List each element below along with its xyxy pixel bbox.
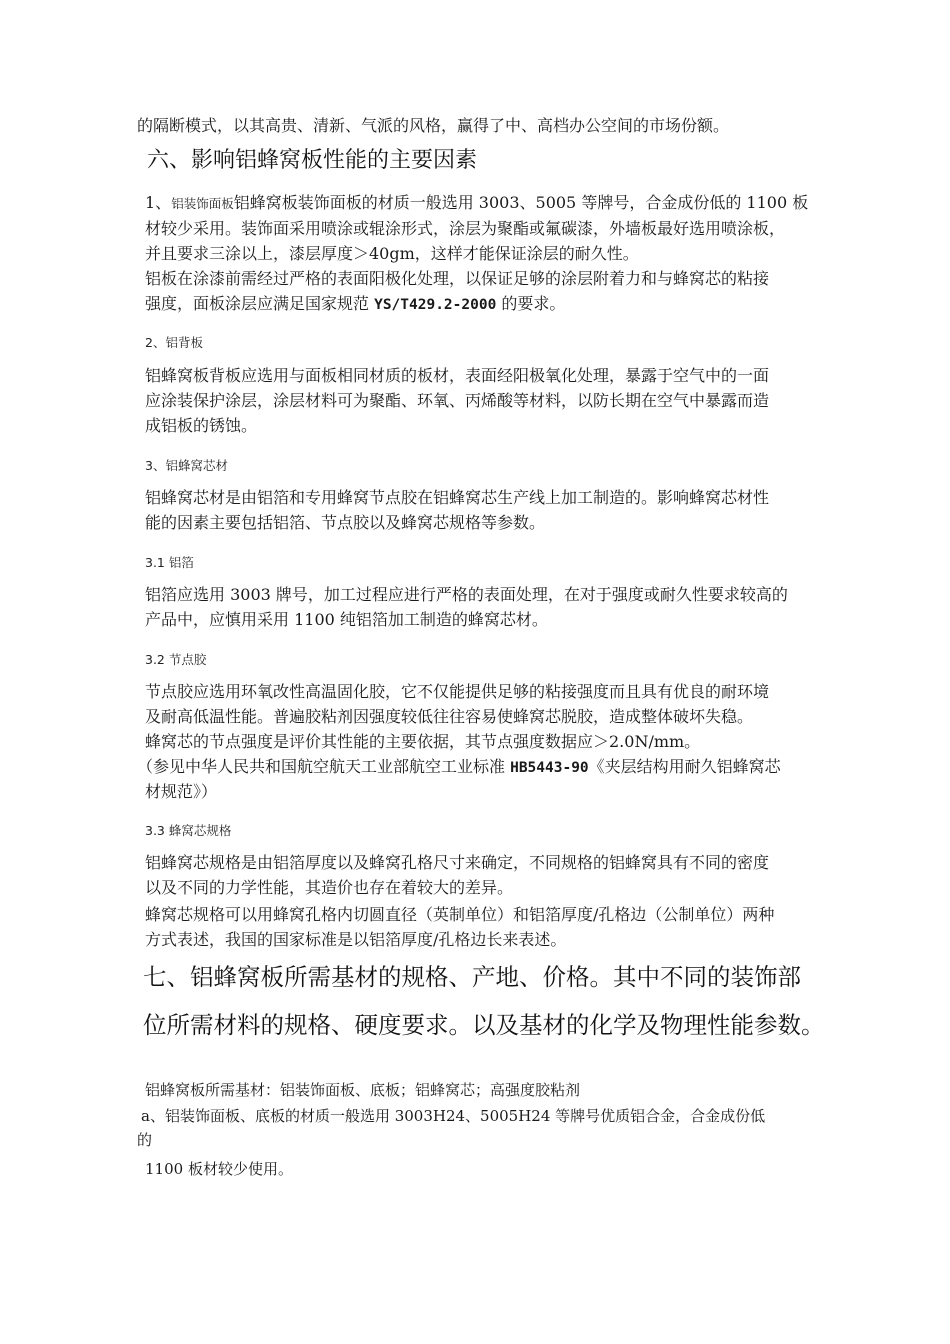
item-number: 1、 bbox=[145, 193, 172, 212]
paragraph-3-line-2: 能的因素主要包括铝箔、节点胶以及蜂窝芯规格等参数。 bbox=[145, 513, 546, 532]
paragraph-3-3-line-3: 蜂窝芯规格可以用蜂窝孔格内切圆直径（英制单位）和铝箔厚度/孔格边（公制单位）两种 bbox=[145, 905, 775, 924]
text: （参见中华人民共和国航空航天工业部航空工业标准 bbox=[137, 757, 511, 776]
paragraph-3-line-1: 铝蜂窝芯材是由铝箔和专用蜂窝节点胶在铝蜂窝芯生产线上加工制造的。影响蜂窝芯材性 bbox=[145, 488, 770, 507]
subheading-2: 2、铝背板 bbox=[145, 335, 203, 350]
intro-line: 的隔断模式，以其高贵、清新、气派的风格，赢得了中、高档办公空间的市场份额。 bbox=[137, 116, 730, 135]
subheading-3: 3、铝蜂窝芯材 bbox=[145, 458, 228, 473]
paragraph-3-3-line-1: 铝蜂窝芯规格是由铝箔厚度以及蜂窝孔格尺寸来确定，不同规格的铝蜂窝具有不同的密度 bbox=[145, 853, 770, 872]
paragraph-3-2-line-3: 蜂窝芯的节点强度是评价其性能的主要依据，其节点强度数据应＞2.0N/mm。 bbox=[145, 732, 701, 751]
standard-code: HB5443-90 bbox=[510, 760, 589, 776]
paragraph-3-1-line-1: 铝箔应选用 3003 牌号，加工过程应进行严格的表面处理，在对于强度或耐久性要求较高的 bbox=[145, 585, 788, 604]
text: 强度，面板涂层应满足国家规范 bbox=[145, 294, 375, 313]
paragraph-2-line-1: 铝蜂窝板背板应选用与面板相同材质的板材，表面经阳极氧化处理，暴露于空气中的一面 bbox=[145, 366, 770, 385]
section-7-heading-line-1: 七、铝蜂窝板所需基材的规格、产地、价格。其中不同的装饰部 bbox=[143, 963, 801, 991]
paragraph-3-2-line-4 bbox=[137, 754, 781, 781]
paragraph-3-3-line-2: 以及不同的力学性能，其造价也存在着较大的差异。 bbox=[145, 878, 514, 897]
paragraph-1-line-2: 材较少采用。装饰面采用喷涂或辊涂形式，涂层为聚酯或氟碳漆，外墙板最好选用喷涂板， bbox=[145, 219, 786, 238]
text: 的要求。 bbox=[496, 294, 566, 313]
section-7-line-3: 的 bbox=[137, 1131, 153, 1149]
subheading-3-2: 3.2 节点胶 bbox=[145, 652, 207, 667]
section-6-heading: 六、影响铝蜂窝板性能的主要因素 bbox=[147, 148, 478, 173]
section-7-heading-line-2: 位所需材料的规格、硬度要求。以及基材的化学及物理性能参数。 bbox=[143, 1011, 825, 1039]
section-7-line-1: 铝蜂窝板所需基材：铝装饰面板、底板；铝蜂窝芯；高强度胶粘剂 bbox=[145, 1081, 581, 1099]
item-label: 铝装饰面板 bbox=[171, 196, 234, 211]
item-text: 铝蜂窝板装饰面板的材质一般选用 3003、5005 等牌号，合金成份低的 1100 板 bbox=[233, 193, 809, 212]
paragraph-1-line-4: 铝板在涂漆前需经过严格的表面阳极化处理，以保证足够的涂层附着力和与蜂窝芯的粘接 bbox=[145, 269, 770, 288]
paragraph-1-line-3: 并且要求三涂以上，漆层厚度＞40gm，这样才能保证涂层的耐久性。 bbox=[145, 244, 639, 263]
paragraph-1-line-5 bbox=[145, 291, 565, 318]
standard-code: YS/T429.2-2000 bbox=[374, 297, 497, 313]
paragraph-2-line-2: 应涂装保护涂层，涂层材料可为聚酯、环氧、丙烯酸等材料，以防长期在空气中暴露而造 bbox=[145, 391, 770, 410]
subheading-3-3: 3.3 蜂窝芯规格 bbox=[145, 823, 232, 838]
paragraph-3-3-line-4: 方式表述，我国的国家标准是以铝箔厚度/孔格边长来表述。 bbox=[145, 930, 567, 949]
paragraph-2-line-3: 成铝板的锈蚀。 bbox=[145, 416, 258, 435]
paragraph-3-2-line-5: 材规范》） bbox=[145, 782, 218, 801]
paragraph-3-1-line-2: 产品中，应慎用采用 1100 纯铝箔加工制造的蜂窝芯材。 bbox=[145, 610, 548, 629]
text: 《夹层结构用耐久铝蜂窝芯 bbox=[588, 757, 781, 776]
subheading-3-1: 3.1 铝箔 bbox=[145, 555, 194, 570]
section-7-line-4: 1100 板材较少使用。 bbox=[145, 1160, 293, 1178]
paragraph-3-2-line-1: 节点胶应选用环氧改性高温固化胶，它不仅能提供足够的粘接强度而且具有优良的耐环境 bbox=[145, 682, 770, 701]
paragraph-3-2-line-2: 及耐高低温性能。普遍胶粘剂因强度较低往往容易使蜂窝芯脱胶，造成整体破坏失稳。 bbox=[145, 707, 754, 726]
section-7-line-2: a、铝装饰面板、底板的材质一般选用 3003H24、5005H24 等牌号优质铝合金，合金成份低 bbox=[141, 1107, 766, 1125]
paragraph-1-line-1 bbox=[145, 190, 808, 216]
